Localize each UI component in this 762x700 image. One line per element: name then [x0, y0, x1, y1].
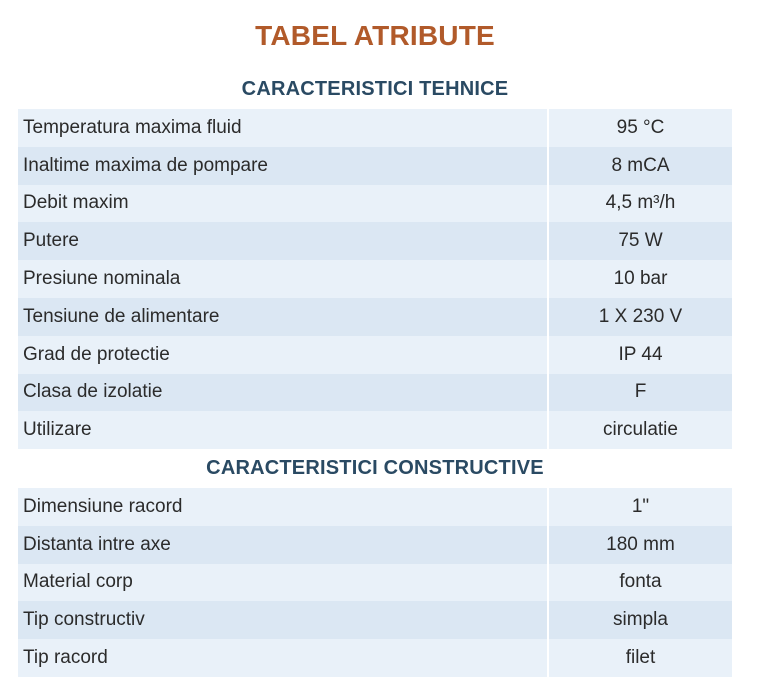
table-row [18, 147, 732, 185]
attribute-name: Material corp [18, 564, 548, 602]
section-title-technical: CARACTERISTICI TEHNICE [241, 78, 509, 100]
table-row [18, 260, 732, 298]
table-row [18, 109, 732, 147]
attribute-name: Temperatura maxima fluid [18, 109, 548, 147]
section-title-constructive: CARACTERISTICI CONSTRUCTIVE [206, 457, 544, 479]
attribute-value: 1 X 230 V [548, 298, 732, 336]
attribute-value: IP 44 [548, 336, 732, 374]
constructive-attributes-table [18, 488, 732, 677]
table-row [18, 185, 732, 223]
attribute-name: Putere [18, 222, 548, 260]
attribute-name: Dimensiune racord [18, 488, 548, 526]
table-row [18, 488, 732, 526]
attribute-name: Utilizare [18, 411, 548, 449]
attribute-name: Clasa de izolatie [18, 374, 548, 412]
attribute-value: circulatie [548, 411, 732, 449]
attribute-name: Tip constructiv [18, 601, 548, 639]
attribute-name: Debit maxim [18, 185, 548, 223]
table-row [18, 601, 732, 639]
attribute-value: 10 bar [548, 260, 732, 298]
attribute-value: 1" [548, 488, 732, 526]
attribute-value: 4,5 m³/h [548, 185, 732, 223]
attribute-value: 8 mCA [548, 147, 732, 185]
attribute-name: Tip racord [18, 639, 548, 677]
attribute-value: 180 mm [548, 526, 732, 564]
attribute-name: Inaltime maxima de pompare [18, 147, 548, 185]
table-row [18, 526, 732, 564]
attribute-name: Presiune nominala [18, 260, 548, 298]
attribute-value: simpla [548, 601, 732, 639]
page-title: TABEL ATRIBUTE [255, 20, 495, 51]
table-row [18, 336, 732, 374]
attribute-name: Grad de protectie [18, 336, 548, 374]
attribute-name: Tensiune de alimentare [18, 298, 548, 336]
table-row [18, 639, 732, 677]
attribute-value: filet [548, 639, 732, 677]
attribute-value: 75 W [548, 222, 732, 260]
table-row [18, 298, 732, 336]
technical-attributes-table [18, 109, 732, 449]
table-row [18, 374, 732, 412]
table-row [18, 564, 732, 602]
attribute-value: fonta [548, 564, 732, 602]
attribute-value: 95 °C [548, 109, 732, 147]
table-row [18, 222, 732, 260]
attribute-value: F [548, 374, 732, 412]
attribute-name: Distanta intre axe [18, 526, 548, 564]
table-row [18, 411, 732, 449]
